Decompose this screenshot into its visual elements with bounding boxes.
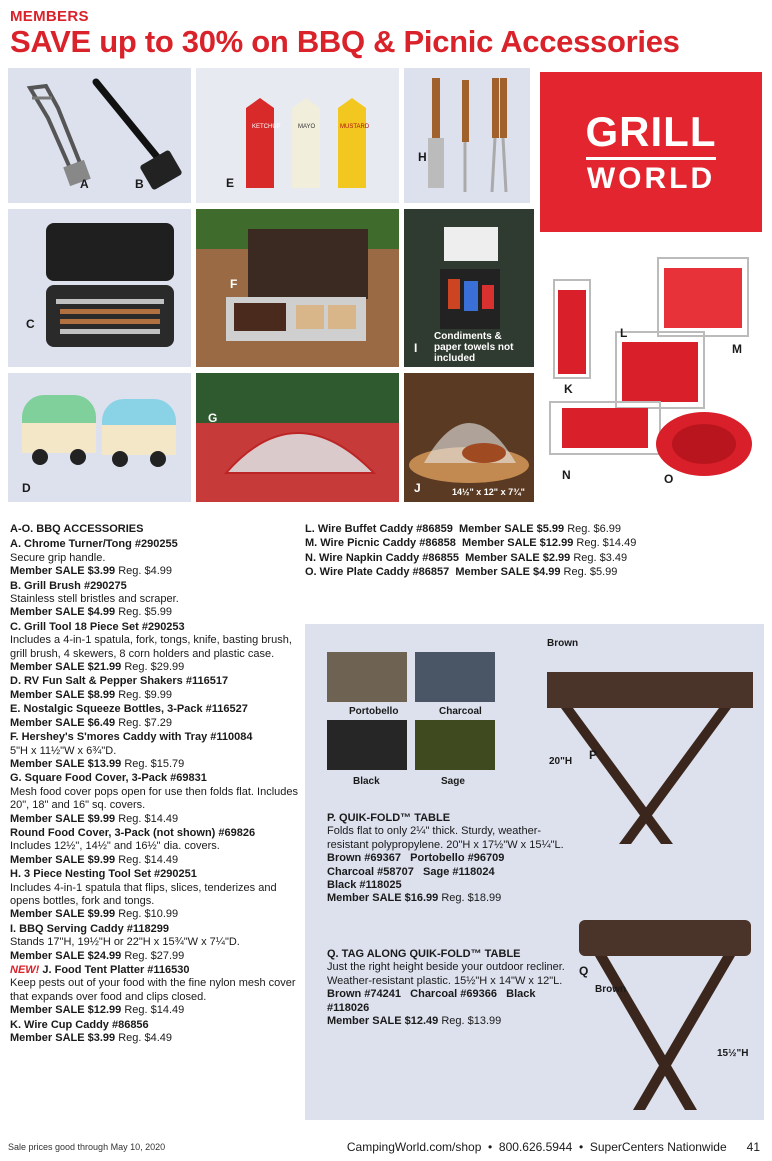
regular-price: Reg. $15.79 bbox=[124, 757, 185, 770]
product-item bbox=[10, 923, 300, 963]
food-cover-illustration bbox=[196, 373, 399, 502]
table-q-reg: Reg. $13.99 bbox=[441, 1015, 502, 1028]
product-desc: 5"H x 11½"W x 6¾"D. bbox=[10, 744, 117, 757]
table-q-title: Q. TAG ALONG QUIK-FOLD™ TABLE bbox=[327, 948, 521, 960]
product-item bbox=[10, 621, 300, 675]
wire-caddies-illustration bbox=[540, 238, 764, 502]
table-q-desc: Just the right height beside your outdoor recliner. Weather-resistant plastic. 15½"H x 14"W x 12"L. bbox=[327, 961, 565, 987]
tong-brush-illustration bbox=[8, 68, 191, 203]
member-sale-price: Member SALE $5.99 bbox=[458, 523, 565, 535]
product-title: N. Wire Napkin Caddy #86855 bbox=[305, 551, 459, 564]
product-title: F. Hershey's S'mores Caddy with Tray #110084 bbox=[10, 731, 253, 744]
table-p-sku-2: Portobello #96709 bbox=[410, 852, 505, 865]
product-title: K. Wire Cup Caddy #86856 bbox=[10, 1018, 149, 1031]
page-number: 41 bbox=[746, 1140, 760, 1154]
photo-f-smores-caddy bbox=[196, 209, 399, 367]
label-n: N bbox=[562, 468, 571, 482]
photo-e-squeeze-bottles bbox=[196, 68, 399, 203]
member-sale-price: Member SALE $2.99 bbox=[465, 551, 571, 564]
member-sale-price: Member SALE $9.99 bbox=[10, 812, 116, 825]
label-c: C bbox=[26, 317, 35, 331]
photo-a-b-tong-brush bbox=[8, 68, 191, 203]
photo-g-food-cover bbox=[196, 373, 399, 502]
product-desc: Secure grip handle. bbox=[10, 551, 106, 564]
member-sale-price: Member SALE $4.99 bbox=[455, 566, 561, 579]
label-q: Q bbox=[579, 964, 589, 978]
swatch-sage bbox=[415, 720, 495, 770]
member-sale-price: Member SALE $13.99 bbox=[10, 757, 122, 770]
product-item bbox=[10, 675, 300, 702]
tool-set-case-illustration bbox=[8, 209, 191, 367]
label-p: P bbox=[589, 748, 598, 762]
product-item bbox=[10, 580, 300, 620]
product-title: D. RV Fun Salt & Pepper Shakers #116517 bbox=[10, 675, 229, 688]
regular-price: Reg. $4.49 bbox=[118, 1032, 173, 1045]
product-item bbox=[10, 772, 300, 826]
table-p-sku-3: Charcoal #58707 bbox=[327, 865, 414, 878]
table-p-title: P. QUIK-FOLD™ TABLE bbox=[327, 812, 451, 824]
table-p-height: 20"H bbox=[549, 756, 573, 767]
quik-fold-table-illustration bbox=[541, 644, 761, 854]
page-header bbox=[10, 8, 762, 59]
grill-world-logo bbox=[540, 72, 762, 232]
product-title: I. BBQ Serving Caddy #118299 bbox=[10, 922, 169, 935]
photo-d-rv-shakers bbox=[8, 373, 191, 502]
tent-dimensions: 14½" x 12" x 7¾" bbox=[452, 487, 525, 497]
page-headline: SAVE up to 30% on BBQ & Picnic Accessories bbox=[10, 24, 680, 59]
table-p-desc: Folds flat to only 2¼" thick. Sturdy, weather-resistant polypropylene. 20"H x 17½"W x 15¼"L. bbox=[327, 825, 564, 851]
regular-price: Reg. $4.99 bbox=[118, 565, 173, 578]
member-sale-price: Member SALE $8.99 bbox=[10, 688, 116, 701]
swatch-black bbox=[327, 720, 407, 770]
product-desc: Stainless stell bristles and scraper. bbox=[10, 593, 179, 606]
regular-price: Reg. $14.49 bbox=[118, 853, 179, 866]
swatch-name-portobello: Portobello bbox=[349, 706, 399, 717]
photo-i-serving-caddy bbox=[404, 209, 534, 367]
member-sale-price: Member SALE $9.99 bbox=[10, 853, 116, 866]
table-q-height: 15½"H bbox=[717, 1048, 749, 1059]
label-g: G bbox=[208, 411, 218, 425]
member-sale-price: Member SALE $6.49 bbox=[10, 716, 116, 729]
regular-price: Reg. $10.99 bbox=[118, 908, 179, 921]
product-item bbox=[10, 731, 300, 771]
member-sale-price: Member SALE $21.99 bbox=[10, 661, 122, 674]
table-q-details bbox=[327, 948, 577, 1029]
product-item bbox=[305, 523, 765, 536]
member-sale-price: Member SALE $3.99 bbox=[10, 1032, 116, 1045]
table-q-price: Member SALE $12.49 bbox=[327, 1015, 439, 1028]
table-p-sku-1: Brown #69367 bbox=[327, 852, 401, 865]
nesting-tools-illustration bbox=[404, 68, 530, 203]
product-item bbox=[10, 703, 300, 730]
regular-price: Reg. $5.99 bbox=[118, 606, 173, 619]
product-title: H. 3 Piece Nesting Tool Set #290251 bbox=[10, 868, 197, 881]
regular-price: Reg. $14.49 bbox=[124, 1004, 185, 1017]
svg-text:MUSTARD: MUSTARD bbox=[340, 124, 370, 130]
product-item bbox=[305, 566, 765, 579]
food-tent-illustration bbox=[404, 373, 534, 502]
regular-price: Reg. $14.49 bbox=[118, 812, 179, 825]
label-o: O bbox=[664, 472, 674, 486]
photo-k-o-wire-caddies bbox=[540, 238, 764, 502]
product-desc: Keep pests out of your food with the fine nylon mesh cover that expands over food and clips closed. bbox=[10, 977, 296, 1003]
table-p-reg: Reg. $18.99 bbox=[441, 892, 502, 905]
swatch-charcoal bbox=[415, 652, 495, 702]
tag-along-table-illustration bbox=[575, 914, 755, 1114]
photo-h-nesting-tools bbox=[404, 68, 530, 203]
photo-j-food-tent bbox=[404, 373, 534, 502]
swatch-name-black: Black bbox=[353, 776, 380, 787]
table-p-color-label: Brown bbox=[547, 638, 579, 649]
label-d: D bbox=[22, 481, 31, 495]
regular-price: Reg. $9.99 bbox=[118, 688, 173, 701]
product-title: A. Chrome Turner/Tong #290255 bbox=[10, 538, 178, 551]
members-eyebrow: MEMBERS bbox=[10, 8, 89, 25]
product-title: C. Grill Tool 18 Piece Set #290253 bbox=[10, 620, 185, 633]
table-q-color-label: Brown bbox=[595, 984, 627, 995]
product-desc: Stands 17"H, 19½"H or 22"H x 15¾"W x 7¼"D. bbox=[10, 936, 240, 949]
logo-line-2: WORLD bbox=[586, 157, 717, 194]
product-title: G. Square Food Cover, 3-Pack #69831 bbox=[10, 772, 207, 785]
product-desc: Mesh food cover pops open for use then folds flat. Includes 20", 18" and 16" sq. covers. bbox=[10, 785, 299, 812]
regular-price: Reg. $14.49 bbox=[576, 537, 637, 550]
product-desc: Includes a 4-in-1 spatula, fork, tongs, knife, basting brush, grill brush, 4 skewers, 8 corn holders and plastic case. bbox=[10, 634, 292, 660]
product-title: M. Wire Picnic Caddy #86858 bbox=[305, 537, 456, 550]
regular-price: Reg. $29.99 bbox=[124, 661, 185, 674]
product-title: L. Wire Buffet Caddy #86859 bbox=[305, 523, 453, 535]
member-sale-price: Member SALE $24.99 bbox=[10, 949, 122, 962]
table-q-sku-2: Charcoal #69366 bbox=[410, 988, 497, 1001]
table-panel bbox=[305, 624, 764, 1120]
page-footer bbox=[0, 1140, 772, 1158]
table-p-sku-5: Black #118025 bbox=[327, 879, 402, 892]
regular-price: Reg. $27.99 bbox=[124, 949, 185, 962]
regular-price: Reg. $5.99 bbox=[563, 566, 618, 579]
product-item bbox=[10, 538, 300, 578]
product-title: O. Wire Plate Caddy #86857 bbox=[305, 566, 450, 579]
table-q-sku-1: Brown #74241 bbox=[327, 988, 401, 1001]
member-sale-price: Member SALE $12.99 bbox=[462, 537, 574, 550]
regular-price: Reg. $7.29 bbox=[118, 716, 173, 729]
left-product-column bbox=[10, 523, 300, 1046]
label-k: K bbox=[564, 382, 573, 396]
product-title: E. Nostalgic Squeeze Bottles, 3-Pack #116527 bbox=[10, 703, 248, 716]
product-item bbox=[10, 827, 300, 867]
swatch-name-sage: Sage bbox=[441, 776, 465, 787]
label-i: I bbox=[414, 341, 418, 355]
label-b: B bbox=[135, 177, 144, 191]
product-item bbox=[10, 868, 300, 922]
regular-price: Reg. $6.99 bbox=[567, 523, 622, 535]
label-l: L bbox=[620, 326, 628, 340]
supercenters-text: SuperCenters Nationwide bbox=[589, 1140, 727, 1154]
member-sale-price: Member SALE $4.99 bbox=[10, 606, 116, 619]
product-photo-grid bbox=[8, 68, 764, 502]
product-title: B. Grill Brush #290275 bbox=[10, 579, 127, 592]
product-desc: Includes 12½", 14½" and 16½" dia. covers. bbox=[10, 840, 220, 853]
website-link[interactable]: CampingWorld.com/shop bbox=[346, 1140, 482, 1154]
label-e: E bbox=[226, 176, 235, 190]
swatch-name-charcoal: Charcoal bbox=[439, 706, 482, 717]
member-sale-price: Member SALE $9.99 bbox=[10, 908, 116, 921]
photo-c-tool-set bbox=[8, 209, 191, 367]
swatch-portobello bbox=[327, 652, 407, 702]
logo-line-1: GRILL bbox=[585, 107, 717, 155]
label-a: A bbox=[80, 177, 89, 191]
label-j: J bbox=[414, 481, 421, 495]
phone-number[interactable]: 800.626.5944 bbox=[498, 1140, 573, 1154]
new-badge: NEW! bbox=[10, 964, 40, 976]
label-h: H bbox=[418, 150, 427, 164]
label-f: F bbox=[230, 277, 238, 291]
sale-dates-note: Sale prices good through May 10, 2020 bbox=[8, 1142, 166, 1152]
rv-shakers-illustration bbox=[8, 373, 191, 502]
svg-text:MAYO: MAYO bbox=[298, 124, 316, 130]
product-title: Round Food Cover, 3-Pack (not shown) #69826 bbox=[10, 826, 256, 839]
product-item bbox=[305, 552, 765, 565]
right-product-column bbox=[305, 523, 765, 581]
table-p-sku-4: Sage #118024 bbox=[423, 865, 495, 878]
caddy-note: Condiments & paper towels not included bbox=[434, 331, 514, 364]
table-q-sku-3: Black #118026 bbox=[327, 988, 536, 1014]
table-p-details bbox=[327, 812, 567, 907]
regular-price: Reg. $3.49 bbox=[573, 551, 628, 564]
table-p-price: Member SALE $16.99 bbox=[327, 892, 439, 905]
svg-text:KETCHUP: KETCHUP bbox=[252, 124, 281, 130]
product-item bbox=[305, 537, 765, 550]
member-sale-price: Member SALE $3.99 bbox=[10, 565, 116, 578]
member-sale-price: Member SALE $12.99 bbox=[10, 1004, 122, 1017]
product-item bbox=[10, 964, 300, 1018]
footer-links: CampingWorld.com/shop • 800.626.5944 • SuperCenters Nationwide 41 bbox=[346, 1140, 760, 1154]
product-desc: Includes 4-in-1 spatula that flips, slices, tenderizes and opens bottles, fork and tongs. bbox=[10, 881, 277, 907]
product-item bbox=[10, 1019, 300, 1046]
smores-caddy-illustration bbox=[196, 209, 399, 367]
product-title: J. Food Tent Platter #116530 bbox=[42, 964, 190, 976]
label-m: M bbox=[732, 342, 742, 356]
section-heading: A-O. BBQ ACCESSORIES bbox=[10, 523, 144, 535]
